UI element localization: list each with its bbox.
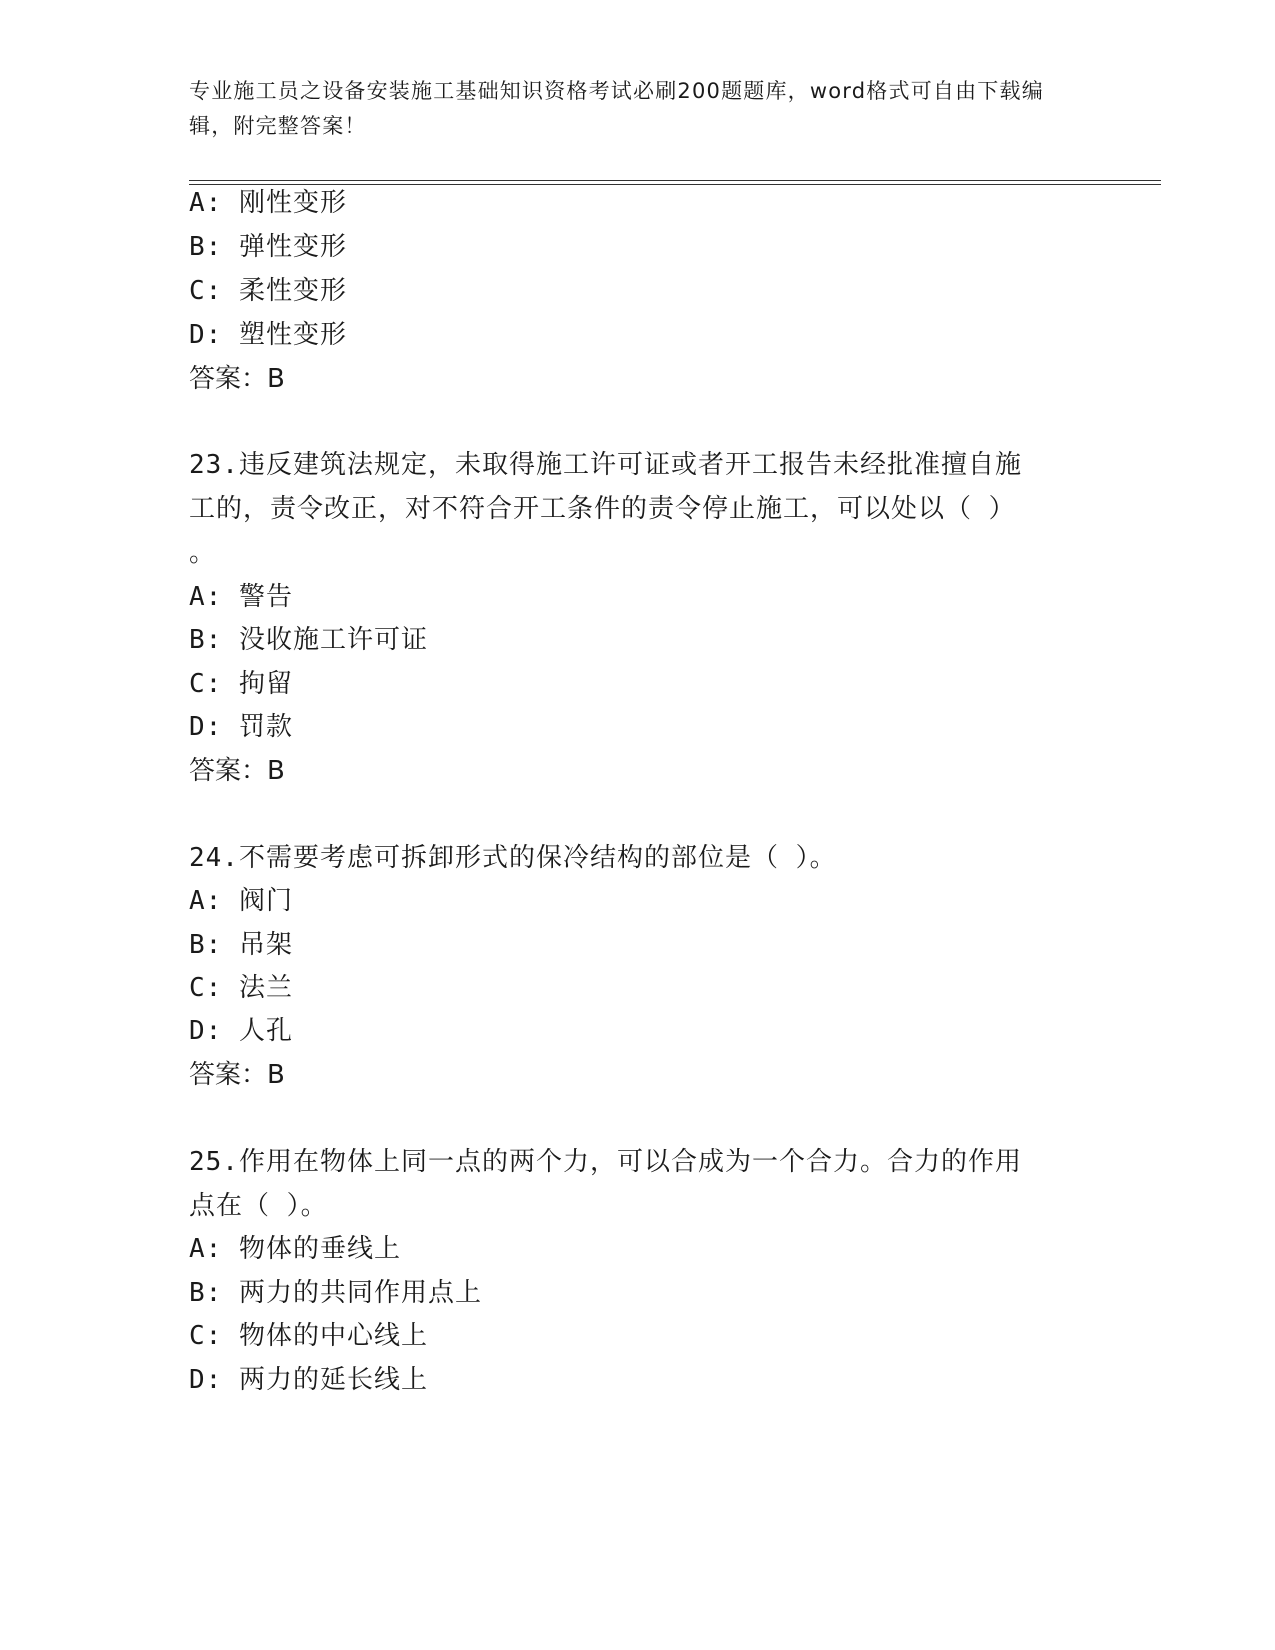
q25-stem-line-1: 25.作用在物体上同一点的两个力，可以合成为一个合力。合力的作用 [189, 1147, 1022, 1177]
q23-answer: 答案：B [189, 756, 285, 786]
q23-stem-line-3: 。 [189, 538, 217, 568]
q23-stem-line-1: 23.违反建筑法规定，未取得施工许可证或者开工报告未经批准擅自施 [189, 450, 1022, 480]
q25-stem-line-2: 点在（ ）。 [189, 1191, 328, 1221]
q23-option-d: D: 罚款 [189, 712, 293, 742]
q22-option-d: D: 塑性变形 [189, 320, 347, 350]
q24-option-d: D: 人孔 [189, 1016, 293, 1046]
q22-option-c: C: 柔性变形 [189, 276, 347, 306]
q22-option-b: B: 弹性变形 [189, 232, 347, 262]
header-divider [189, 180, 1161, 185]
q23-option-a: A: 警告 [189, 582, 293, 612]
q24-stem-line-1: 24.不需要考虑可拆卸形式的保冷结构的部位是（ ）。 [189, 843, 837, 873]
q22-answer: 答案：B [189, 364, 285, 394]
q25-option-d: D: 两力的延长线上 [189, 1365, 428, 1395]
document-header: 专业施工员之设备安装施工基础知识资格考试必刷200题题库，word格式可自由下载编辑，附完整答案！ [189, 79, 1044, 138]
q24-option-c: C: 法兰 [189, 973, 293, 1003]
q22-option-a: A: 刚性变形 [189, 188, 347, 218]
q23-stem-line-2: 工的，责令改正，对不符合开工条件的责令停止施工，可以处以（ ） [189, 494, 1016, 524]
q24-option-a: A: 阀门 [189, 886, 293, 916]
q25-option-a: A: 物体的垂线上 [189, 1234, 401, 1264]
q25-option-b: B: 两力的共同作用点上 [189, 1278, 482, 1308]
q25-option-c: C: 物体的中心线上 [189, 1321, 428, 1351]
q23-option-c: C: 拘留 [189, 669, 293, 699]
q24-answer: 答案：B [189, 1060, 285, 1090]
q24-option-b: B: 吊架 [189, 930, 293, 960]
q23-option-b: B: 没收施工许可证 [189, 625, 428, 655]
